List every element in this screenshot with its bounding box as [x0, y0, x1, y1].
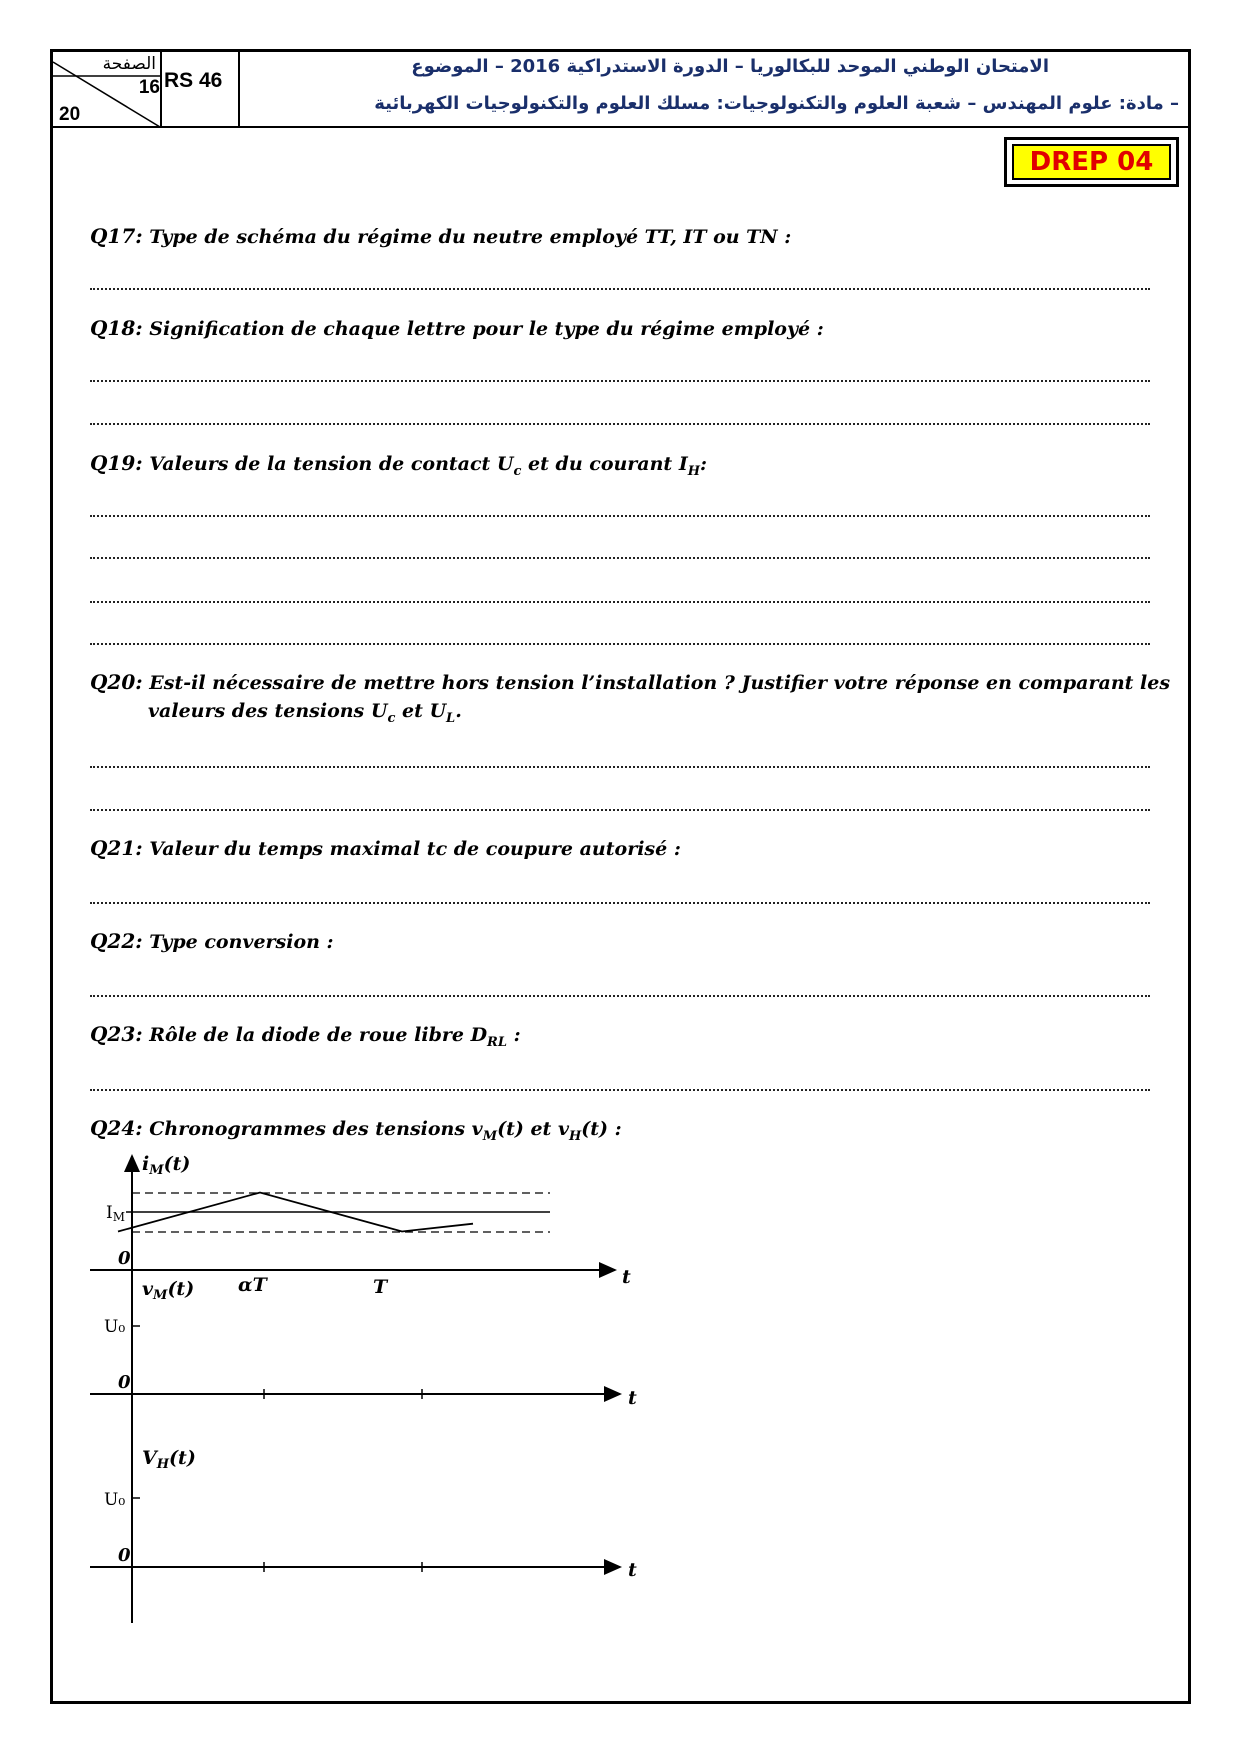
exam-code: RS 46 [164, 69, 223, 92]
zero-label-3: 0 [118, 1545, 131, 1566]
t-label-2: t [628, 1387, 637, 1409]
answer-line[interactable] [90, 557, 1150, 559]
drep-badge [1004, 137, 1179, 187]
question-q19: Q19: Valeurs de la tension de contact $U_c$ et du courant $I_H$: [90, 451, 708, 479]
question-q20: Q20: Est-il nécessaire de mettre hors tension l’installation ? Justifier votre réponse en comparant les [90, 670, 1171, 694]
answer-line[interactable] [90, 601, 1150, 603]
header-line-1: الامتحان الوطني الموحد للبكالوريا – الدورة الاستدراكية 2016 – الموضوع [411, 56, 1049, 77]
im-label: IM [106, 1203, 126, 1224]
chronogram-diagram [90, 1148, 650, 1628]
answer-line[interactable] [90, 809, 1150, 811]
zero-label-1: 0 [118, 1248, 131, 1269]
answer-line[interactable] [90, 643, 1150, 645]
alpha-t-label: αT [238, 1274, 267, 1296]
question-q22: Q22: Type conversion : [90, 929, 334, 953]
u0-label-2: U₀ [104, 1490, 126, 1510]
answer-line[interactable] [90, 995, 1150, 997]
question-q24: Q24: Chronogrammes des tensions $v_M(t)$ et $v_H(t)$ : [90, 1116, 622, 1144]
answer-line[interactable] [90, 1089, 1150, 1091]
question-q20-continued: valeurs des tensions $U_c$ et $U_L$. [148, 700, 462, 726]
c1-ylabel: $i_M(t)$ [142, 1153, 191, 1178]
drep-badge-label: DREP 04 [1012, 144, 1171, 180]
u0-label-1: U₀ [104, 1317, 126, 1337]
zero-label-2: 0 [118, 1372, 131, 1393]
c2-ylabel: $v_M(t)$ [142, 1278, 195, 1303]
answer-line[interactable] [90, 515, 1150, 517]
question-q18: Q18: Signification de chaque lettre pour le type du régime employé : [90, 316, 824, 340]
c3-ylabel: $V_H(t)$ [142, 1447, 196, 1472]
exam-code-box [160, 52, 240, 127]
answer-line[interactable] [90, 766, 1150, 768]
period-label: T [373, 1276, 388, 1298]
answer-line[interactable] [90, 423, 1150, 425]
question-q17: Q17: Type de schéma du régime du neutre employé TT, IT ou TN : [90, 224, 792, 248]
t-label-1: t [622, 1266, 631, 1288]
header-line-2: – مادة: علوم المهندس – شعبة العلوم والتكنولوجيات: مسلك العلوم والتكنولوجيات الكهربائية [374, 93, 1179, 114]
page-number-box [53, 52, 162, 127]
answer-line[interactable] [90, 902, 1150, 904]
question-q21: Q21: Valeur du temps maximal tc de coupure autorisé : [90, 836, 681, 860]
answer-line[interactable] [90, 380, 1150, 382]
t-label-3: t [628, 1559, 637, 1581]
answer-line[interactable] [90, 288, 1150, 290]
page-label: الصفحة [102, 54, 156, 74]
page-number: 16 [138, 77, 160, 98]
question-q23: Q23: Rôle de la diode de roue libre $D_{RL}$ : [90, 1022, 521, 1050]
page-total: 20 [59, 104, 81, 125]
